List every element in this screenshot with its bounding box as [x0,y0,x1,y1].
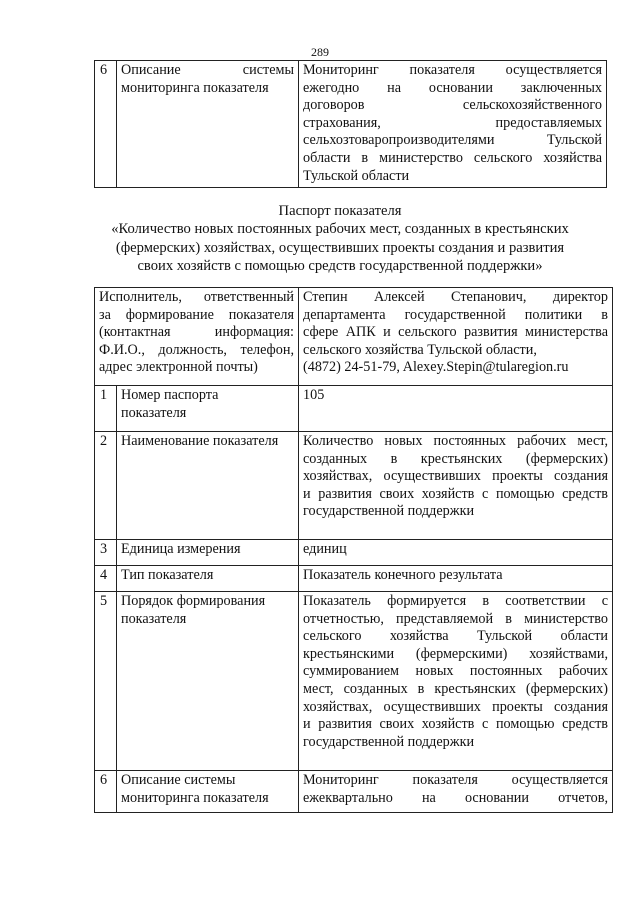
value-line: сельского хозяйства Тульской области, [303,341,537,358]
label-line: Наименование показателя [121,432,279,449]
value-line: области в министерство сельского хозяйства [303,149,602,166]
value-line: единиц [303,540,347,557]
value-line: Показатель конечного результата [303,566,503,583]
top-table [94,60,607,188]
label-line: Ф.И.О., должность, телефон, [99,341,294,358]
row-label [117,770,299,812]
row-number: 3 [95,539,117,565]
row-number: 1 [95,385,117,431]
value-line: созданных в крестьянских (фермерских) [303,450,608,467]
label-line: (контактная информация: [99,324,294,341]
value-line: хозяйствах, осуществивших проекты создания [303,698,608,715]
label-line: Единица измерения [121,540,241,557]
value-line: Показатель формируется в соответствии с [303,592,608,609]
value-line: страхования, предоставляемых [303,114,602,131]
page-number: 289 [311,45,329,59]
passport-table [94,287,613,813]
row-label [117,431,299,539]
label-line: Номер паспорта [121,386,219,403]
label-line: Тип показателя [121,566,214,583]
value-line: и развития своих хозяйств с помощью средств [303,716,608,733]
value-line: (4872) 24-51-79, Alexey.Stepin@tularegion.ru [303,359,569,376]
table-row [95,539,613,565]
row-label [117,539,299,565]
passport-title [80,202,600,276]
executor-label [95,288,299,386]
value-line: ежегодно на основании заключенных [303,79,602,96]
row-value [299,61,607,188]
label-line: мониторинга показателя [121,789,269,806]
table-row [95,591,613,770]
value-line: сельхозтоваропроизводителями Тульской [303,132,602,149]
value-line: Степин Алексей Степанович, директор [303,289,608,305]
value-line: мест, созданных в крестьянских (фермерских) [303,680,608,697]
label-line: Описание системы [121,62,294,78]
row-value [299,431,613,539]
row-number: 4 [95,565,117,591]
row-value [299,385,613,431]
label-line: мониторинга показателя [121,79,269,96]
row-number: 6 [95,770,117,812]
table-row [95,61,607,188]
value-line: хозяйствах, осуществивших проекты создания [303,468,608,485]
label-line: адрес электронной почты) [99,359,258,376]
value-line: государственной поддержки [303,733,475,750]
table-row [95,565,613,591]
table-row [95,385,613,431]
label-line: Исполнитель, ответственный [99,289,294,305]
row-number: 5 [95,591,117,770]
row-label [117,591,299,770]
value-line: крестьянскими (фермерскими) хозяйствами, [303,645,608,662]
row-label [117,565,299,591]
value-line: суммированием новых постоянных рабочих [303,663,608,680]
row-value [299,565,613,591]
row-value [299,591,613,770]
table-row [95,431,613,539]
value-line: 105 [303,386,325,403]
value-line: сфере АПК и сельского развития министерства [303,324,608,341]
label-line: за формирование показателя [99,306,294,323]
value-line: ежеквартально на основании отчетов, [303,789,608,806]
table-row [95,770,613,812]
value-line: Мониторинг показателя осуществляется [303,62,602,78]
passport-title-line: своих хозяйств с помощью средств государственной поддержки» [137,258,543,275]
value-line: государственной поддержки [303,503,475,520]
label-line: Порядок формирования [121,592,266,609]
label-line: показателя [121,610,187,627]
label-line: Описание системы [121,771,236,788]
value-line: сельского хозяйства Тульской области [303,628,608,645]
value-line: Тульской области [303,167,410,184]
passport-title-line: «Количество новых постоянных рабочих мест, созданных в крестьянских [111,221,569,238]
value-line: Количество новых постоянных рабочих мест, [303,432,608,449]
value-line: департамента государственной политики в [303,306,608,323]
label-line: показателя [121,404,187,421]
row-label [117,61,299,188]
value-line: договоров сельскохозяйственного [303,97,602,114]
row-value [299,539,613,565]
executor-value [299,288,613,386]
row-number: 6 [95,61,117,188]
row-label [117,385,299,431]
value-line: Мониторинг показателя осуществляется [303,771,608,788]
row-value [299,770,613,812]
value-line: и развития своих хозяйств с помощью средств [303,485,608,502]
passport-heading: Паспорт показателя [278,203,402,219]
value-line: отчетностью, представляемой в министерство [303,610,608,627]
table-row-executor [95,288,613,386]
passport-title-line: (фермерских) хозяйствах, осуществивших проекты создания и развития [115,239,565,256]
row-number: 2 [95,431,117,539]
